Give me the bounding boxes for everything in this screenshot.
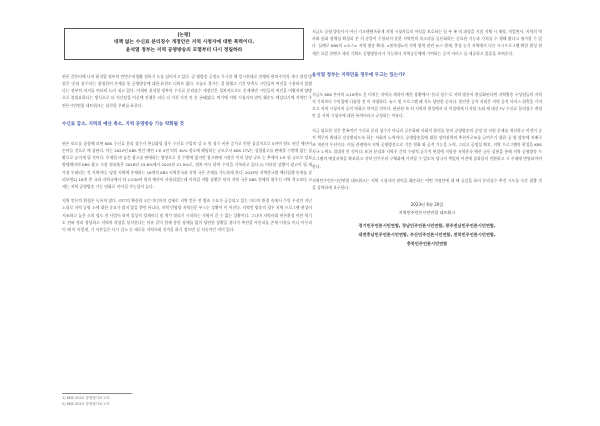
statement-sender: 지역민주언론시민연합 네트워크 bbox=[398, 209, 456, 215]
section-2-paragraph-2: 지금 필요한 것은 충족적인 수신료 분리 징수가 아니라 공론화와 사회적 합의를 통의 공영방송의 공정 및 지원 문제를 개선하고 이것이 공적 책무의 확대로 선순환되도록 하는 사회적 노력이다. 공영방송을에 대한 정치권력의 추천자구조를 급여주기 위한 공 영 방송에 지배구조 개선이 우선이다. 이를 관점에서 지역 공영방송으로 기간 약화 와 공적 기능을 노력, 그리고 공정성 확보, 지역 프로그램의 편성을 KBS 지국 노력도 절대적 인 것이다. 또한 분리과 지역주 간의 수평적-공기적 연결에 적합한 지역총국 예산 균등 실현을 통해 지역 공영방송 프로그램의 예상지역을 확보하고 지역 민주주의 구체화에 기여할 수 있도록 당국적 책임의 이전에 결과물이 전환하고 시 주제에 반영되어야 한다. bbox=[312, 127, 542, 169]
left-column bbox=[62, 28, 312, 233]
section-heading-2: 윤석열 정부는 지역민을 정두에 두고는 있는가? bbox=[312, 72, 406, 78]
organization-line: 충북민주언론시민연합 bbox=[406, 241, 448, 247]
section-heading-1: 수신료 감소, 지역의 예산 축소, 지역 공영방송 기능 약화될 것 bbox=[62, 121, 184, 127]
statement-headline-line-1: 대책 없는 수신료 분리징수 개정안은 지역 시청자에 대한 폭력이다. bbox=[113, 40, 255, 46]
right-paragraph-1: 지금도 공영 방송사가 아닌 기크렌텐츠하게 지역 시청자들의 이익을 보호하는 힘 부 족 의 과정을 거침 지체 시 재정, 직업면서, 지역의 역사와 통화 정체성 확성되 분 지 중앙이 수항되지 못한 지역민의 목소리를 공론화하는 중요한 기능과 가치를 수 행해 왔다고 평가할 수 있다. 실례로 KBS의 <소스> 지역 방송 확대. <봄학생>의 지역 방역 관련 뉴스 현재, 충칭 농기 지역에서 다른 시시프로그램 확한 편성 현재은 요일 콘텐츠 제작 기획도 공영방송사가 기능하다 지역공동체에 기여하는 공적 서비스 를 제공하고 있음을 보여준다. bbox=[312, 29, 542, 56]
right-column bbox=[312, 28, 542, 249]
statement-box bbox=[64, 28, 304, 60]
footnote-divider bbox=[62, 393, 132, 394]
section-1-paragraph-1: 연론 보도를 종합해 보면 KBS 수신료 분리 징수가 현실화될 경우 수신료 수입의 감 소 및 징수 비용 증가로 인한 실질적으로 5천여 원도 연간 예산이 손어들 것으로 예 상된다. 이는 2022년 KBS 연간 예산 1조 5천 억의 30% 정도에 해당하는 규모로서 KBS 1TV는 상업광고를 판매할 수밖에 없는 상황으로 놓이게 될 것이다. 투제한 바 꿈은 광고를 판매하는 방향으로 갈 수밖에 없지만 광고판매 시장은 이미 상당 규모 는 추세이 1조 원 규모로 당보 양텔레비의 KBS 광고 시장 점유율은 2018년 25.8%에서 2022년 21.9%로, 점차 아닌 하여 수익을 기록하고 있다.1) 이러한 상황이 광고이 될 제 가장 우려되는 것 지역이다. 당장 지역에 존재하는 18개의 KBS 지역총국과 지역 국은 존재를 가능하게 한다. 2019년 지역총국별 예산집행 통계를 살펴보면2) 18개 총 국과 지역국에서 약 2,530여 원의 예산이 사용되었는데 이희렬 지방 상황은 약지 지역 국은 KBS 전체의 위주신 지역 축소보다 크게는 지역 공영방송 기능 약화로 이어질 가능성이 높다. bbox=[62, 140, 312, 190]
statement-tag: [논평] bbox=[177, 33, 191, 38]
section-2-paragraph-3: 지역민주언론시민연합 네트워크는 지역 시청자의 권익을 훼손하는 어떤 가정안에 대 해 공감을 표어 분리징수 추진 시도를 즉각 철출 것을 강력하게 요구한다. bbox=[312, 177, 542, 191]
intro-paragraph: 연론 갈등이에 나선 윤석열 정부의 만만주의생활 정하기 도를 넘어서고 있다. 공 영방송 공정도 무시한 채 일시천대로 진행된 편의주의적 개시 결정 방침은 '분리 징수'라는 위험한의 존재를 통 공영방송에 대한 표현도 디버트 없다. 오늘도 불가는 결 합했고 기간 단축도 시민들의 여건을 수용하지 않겠다는 정부의 의지를 여타히 드러 내고 있다. 이제된 윤석열 정부의 수신료 분리징수 개정안은 절차적으로도 문제제반 시민들의 여건을 이왕지게 양방으로 불필요하다는 방식으로 더 지난달을 이중에 진행은 더다 더 거친 가진 것 못 곤래섰다. 여기에 지역 시청자의 권익 훼손도 예상되기에 지역언 주연론시민연합 네트워크는 심각한 우려를 표한다. bbox=[62, 73, 312, 108]
organization-line: 경기민주언론시민연합, 경남민주언론시민연합, 광주전남민주언론시민연합, bbox=[358, 223, 496, 229]
organization-line: 대전충남민주언론시민연합, 부산민주언론시민연합, 전북민주언론시민연합, bbox=[358, 232, 496, 238]
footnotes bbox=[62, 393, 308, 407]
footnote-2: 2) KBS 2019 경영평가보고서 bbox=[62, 401, 110, 406]
statement-headline-line-2: 윤석열 정부는 지역 공영방송의 모멸부터 다시 정립하라 bbox=[125, 47, 243, 53]
footnote-1: 1) KBS 2022 경영평가보고서 bbox=[62, 396, 110, 400]
section-1-paragraph-2: 지역 언론의 환경은 녹록치 않다. OTT의 확산과 1인 미디어의 강세로 지역 언론 전 병즈 수요가 급증되고 있는 미디어 환경 속에서 수익 우선인 지난 노리로 지역 공영 소에 대한 중요가 많지 않을 뿐만 아니라, 지역 민영방 지역신문 부스는 상황이 이 어진다. 지역민 방송의 경우 지역 프로그램 편성이 저조하고 높은 소의 정도 전 사업이 하며 일상적 경제미디 및 계가 열리기 시작하는 지역이 갈 수 없는 상황이다. 그나마 지역사회 연론환경 이란 역기도 전혀 정리 정당하고 지역의 작성을 설사한다는 이유 같이 함께 통한 장애를 없이 당연한 상황을 겪다가 추진할 사인리를 존재 이유를 이나 아무리 이 때 이 이렇게, 기 자본들은 다시 감소 중 새로운 지역사회 진격을 하기 정도면 실 지속적인 의미 있다. bbox=[62, 198, 312, 233]
section-2-paragraph-1: 지금도 KBS 본사의 1/10에도 못 미치는 지역국 제작비 예산 상황에서 '분리 징수'로 지역 방송이 현실화된다면 지역방송 구성원들의 지역적 가치보다 수익성에 다름할 것 이 자명하다. 뉴스 및 프로그램 폐 지도 당연한 순서다. 불안한 공적 지원은 지역 공적 서비스 위축을 가져오고 지역 시청자의 공적 약화로 이어질 것이다. 현된원 특 히 지역의 편성에서 더 이상에게 디지털 소외 제 대신 TV 수신료 분리징수 개정안 을 지역 시청자에 대한 폭력이라고 규정하는 이유다. bbox=[312, 91, 542, 119]
statement-date: 2023년 6월 20일 bbox=[410, 202, 444, 208]
